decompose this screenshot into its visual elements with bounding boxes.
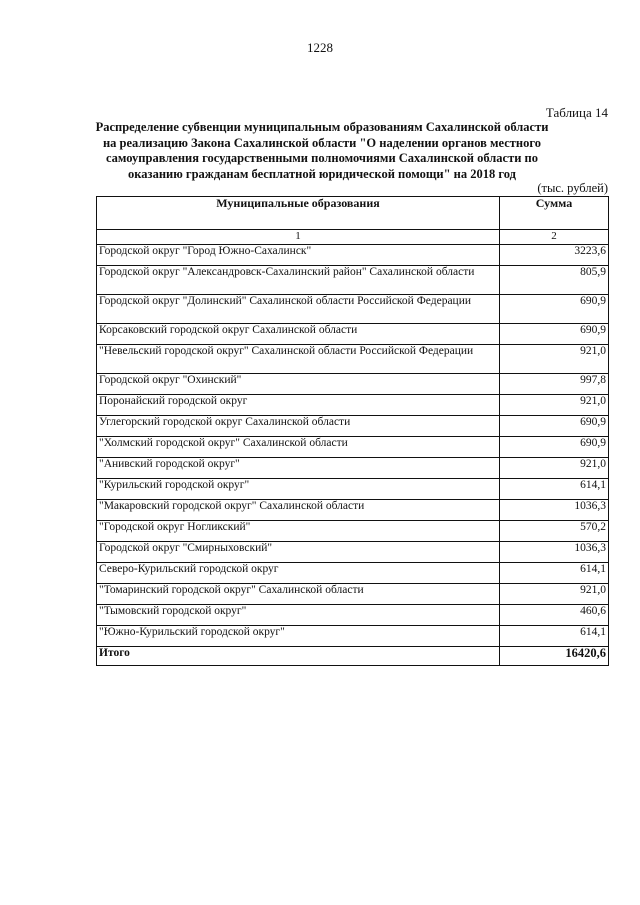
row-name: Городской округ "Александровск-Сахалинский район" Сахалинской области xyxy=(97,265,500,294)
table-label: Таблица 14 xyxy=(545,105,608,120)
table-row xyxy=(97,265,609,294)
table-row xyxy=(97,323,609,344)
row-name: "Тымовский городской округ" xyxy=(97,604,500,625)
page-number: 1228 xyxy=(307,40,333,55)
row-name: "Холмский городской округ" Сахалинской области xyxy=(97,436,500,457)
table-row xyxy=(97,344,609,373)
table-row xyxy=(97,499,609,520)
row-name: "Курильский городской округ" xyxy=(97,478,500,499)
row-sum: 921,0 xyxy=(500,394,609,415)
row-name: Городской округ "Город Южно-Сахалинск" xyxy=(97,244,500,265)
row-name: "Томаринский городской округ" Сахалинской области xyxy=(97,583,500,604)
table-row xyxy=(97,294,609,323)
table-row xyxy=(97,583,609,604)
table-row xyxy=(97,520,609,541)
row-sum: 1036,3 xyxy=(500,499,609,520)
row-name: Городской округ "Охинский" xyxy=(97,373,500,394)
subvention-table xyxy=(96,196,609,666)
row-sum: 921,0 xyxy=(500,457,609,478)
row-sum: 614,1 xyxy=(500,625,609,646)
table-row xyxy=(97,541,609,562)
table-row xyxy=(97,244,609,265)
column-number-name: 1 xyxy=(97,230,500,245)
table-header-row xyxy=(97,197,609,230)
row-sum: 614,1 xyxy=(500,478,609,499)
row-sum: 805,9 xyxy=(500,265,609,294)
row-name: Городской округ "Долинский" Сахалинской области Российской Федерации xyxy=(97,294,500,323)
column-header-name: Муниципальные образования xyxy=(97,197,500,230)
row-sum: 921,0 xyxy=(500,344,609,373)
table-row xyxy=(97,604,609,625)
table-row xyxy=(97,562,609,583)
total-sum: 16420,6 xyxy=(500,646,609,665)
row-name: "Анивский городской округ" xyxy=(97,457,500,478)
total-label: Итого xyxy=(97,646,500,665)
column-header-sum: Сумма xyxy=(500,197,609,230)
row-sum: 3223,6 xyxy=(500,244,609,265)
column-number-row xyxy=(97,230,609,245)
row-name: Северо-Курильский городской округ xyxy=(97,562,500,583)
row-sum: 614,1 xyxy=(500,562,609,583)
row-name: "Южно-Курильский городской округ" xyxy=(97,625,500,646)
total-row xyxy=(97,646,609,665)
row-sum: 460,6 xyxy=(500,604,609,625)
row-name: Углегорский городской округ Сахалинской области xyxy=(97,415,500,436)
row-name: "Невельский городской округ" Сахалинской области Российской Федерации xyxy=(97,344,500,373)
table-row xyxy=(97,394,609,415)
row-sum: 690,9 xyxy=(500,323,609,344)
column-number-sum: 2 xyxy=(500,230,609,245)
table-row xyxy=(97,436,609,457)
row-name: "Городской округ Ногликский" xyxy=(97,520,500,541)
row-sum: 690,9 xyxy=(500,294,609,323)
row-sum: 997,8 xyxy=(500,373,609,394)
row-name: "Макаровский городской округ" Сахалинской области xyxy=(97,499,500,520)
row-sum: 1036,3 xyxy=(500,541,609,562)
table-row xyxy=(97,373,609,394)
table-row xyxy=(97,415,609,436)
row-sum: 690,9 xyxy=(500,415,609,436)
units-note: (тыс. рублей) xyxy=(537,181,608,195)
row-name: Городской округ "Смирныховский" xyxy=(97,541,500,562)
table-row xyxy=(97,625,609,646)
table-row xyxy=(97,457,609,478)
row-name: Корсаковский городской округ Сахалинской области xyxy=(97,323,500,344)
table-row xyxy=(97,478,609,499)
row-sum: 690,9 xyxy=(500,436,609,457)
row-sum: 570,2 xyxy=(500,520,609,541)
document-title: Распределение субвенции муниципальным образованиям Сахалинской области на реализацию Закона Сахалинской области "О наделении органов местного самоуправления государственными полномочиями Сахалинской области по оказанию гражданам бесплатной юридической помощи" на 2018 год xyxy=(95,120,549,181)
row-name: Поронайский городской округ xyxy=(97,394,500,415)
row-sum: 921,0 xyxy=(500,583,609,604)
